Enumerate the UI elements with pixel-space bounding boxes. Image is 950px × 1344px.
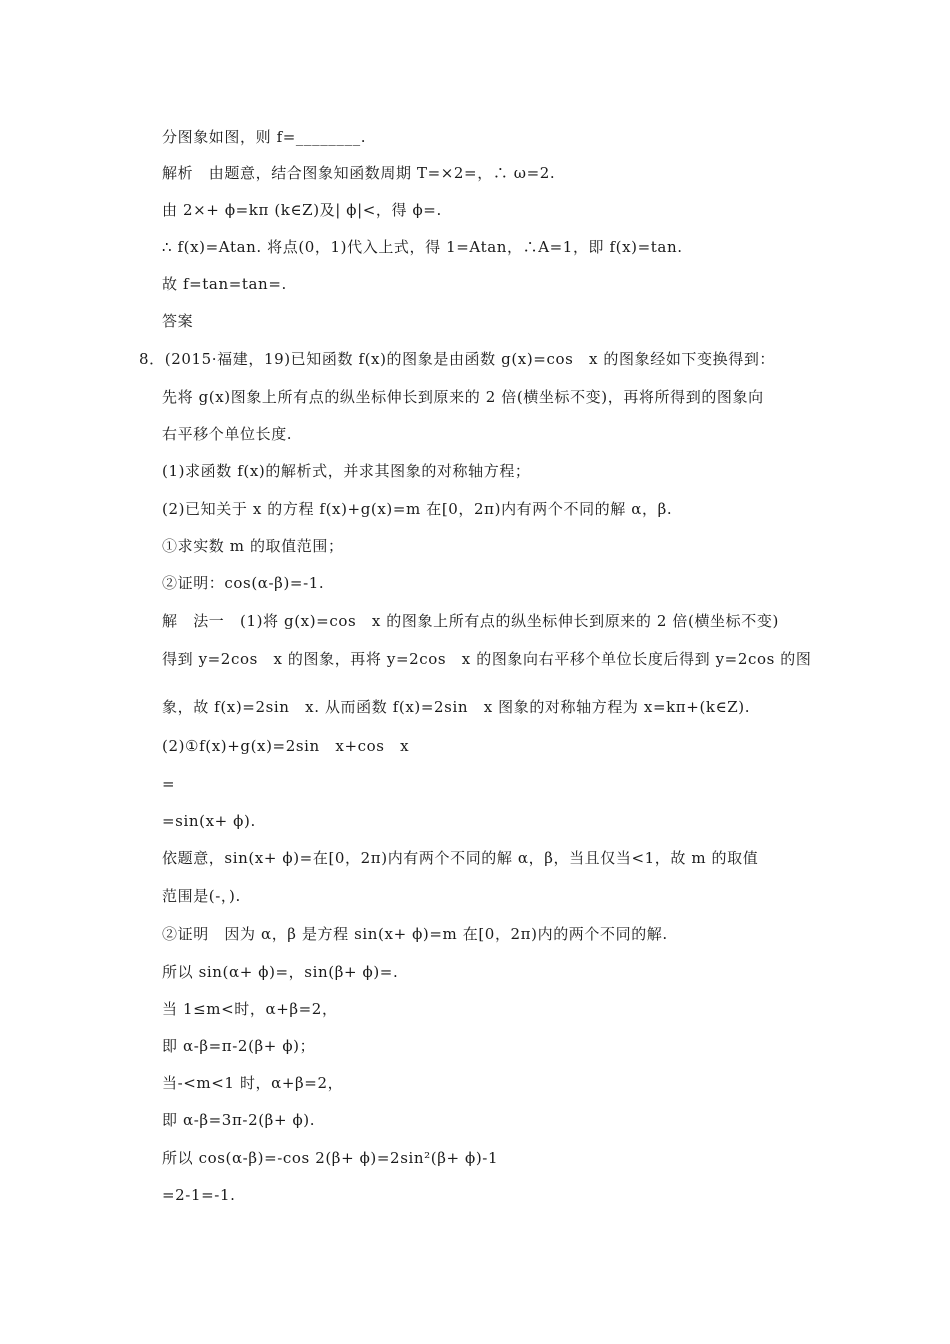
- question-8-title: 8．(2015·福建，19)已知函数 f(x)的图象是由函数 g(x)=cos x 的图象经如下变换得到：: [139, 350, 776, 368]
- question-8-part-1: (1)求函数 f(x)的解析式，并求其图象的对称轴方程；: [162, 462, 531, 480]
- solution-line-15: 所以 cos(α-β)=-cos 2(β+ ϕ)=2sin²(β+ ϕ)-1: [162, 1149, 499, 1167]
- solution-line-7: 依题意，sin(x+ ϕ)=在[0，2π)内有两个不同的解 α，β，当且仅当<1，故 m 的取值: [162, 849, 759, 867]
- question-8-part-2: (2)已知关于 x 的方程 f(x)+g(x)=m 在[0，2π)内有两个不同的解 α，β.: [162, 500, 673, 518]
- question-8-text-line-2: 先将 g(x)图象上所有点的纵坐标伸长到原来的 2 倍(横坐标不变)，再将所得到的图象向: [162, 388, 764, 406]
- text-line-substitute-point: ∴ f(x)=Atan. 将点(0，1)代入上式，得 1=Atan，∴A=1，即 f(x)=tan.: [162, 238, 683, 256]
- solution-line-3: 象，故 f(x)=2sin x. 从而函数 f(x)=2sin x 图象的对称轴方程为 x=kπ+(k∈Z).: [162, 698, 751, 716]
- question-8-text-line-3: 右平移个单位长度.: [162, 425, 293, 443]
- solution-line-6: =sin(x+ ϕ).: [162, 812, 256, 830]
- text-line-analysis-period: 解析 由题意，结合图象知函数周期 T=×2=，∴ ω=2.: [162, 164, 556, 182]
- solution-line-1: 解 法一 (1)将 g(x)=cos x 的图象上所有点的纵坐标伸长到原来的 2 倍(横坐标不变): [162, 612, 779, 630]
- solution-line-10: 所以 sin(α+ ϕ)=，sin(β+ ϕ)=.: [162, 963, 399, 981]
- text-line-phase-solve: 由 2×+ ϕ=kπ (k∈Z)及| ϕ|<，得 ϕ=.: [162, 201, 442, 219]
- text-line-answer-label: 答案: [162, 312, 194, 330]
- solution-line-4: (2)①f(x)+g(x)=2sin x+cos x: [162, 737, 410, 755]
- text-line-blank-answer: 分图象如图，则 f=________.: [162, 128, 367, 146]
- solution-line-9: ②证明 因为 α，β 是方程 sin(x+ ϕ)=m 在[0，2π)内的两个不同的解.: [162, 925, 668, 943]
- solution-line-8: 范围是(-，).: [162, 887, 241, 905]
- solution-line-16: =2-1=-1.: [162, 1186, 236, 1204]
- solution-line-5: =: [162, 775, 176, 793]
- solution-line-14: 即 α-β=3π-2(β+ ϕ).: [162, 1111, 316, 1129]
- solution-line-12: 即 α-β=π-2(β+ ϕ)；: [162, 1037, 316, 1055]
- solution-line-2: 得到 y=2cos x 的图象，再将 y=2cos x 的图象向右平移个单位长度后得到 y=2cos 的图: [162, 650, 812, 668]
- solution-line-13: 当-<m<1 时，α+β=2，: [162, 1074, 344, 1092]
- question-8-part-2-sub-1: ①求实数 m 的取值范围；: [162, 537, 344, 555]
- question-8-part-2-sub-2: ②证明：cos(α-β)=-1.: [162, 574, 325, 592]
- text-line-result: 故 f=tan=tan=.: [162, 275, 287, 293]
- solution-line-11: 当 1≤m<时，α+β=2，: [162, 1000, 338, 1018]
